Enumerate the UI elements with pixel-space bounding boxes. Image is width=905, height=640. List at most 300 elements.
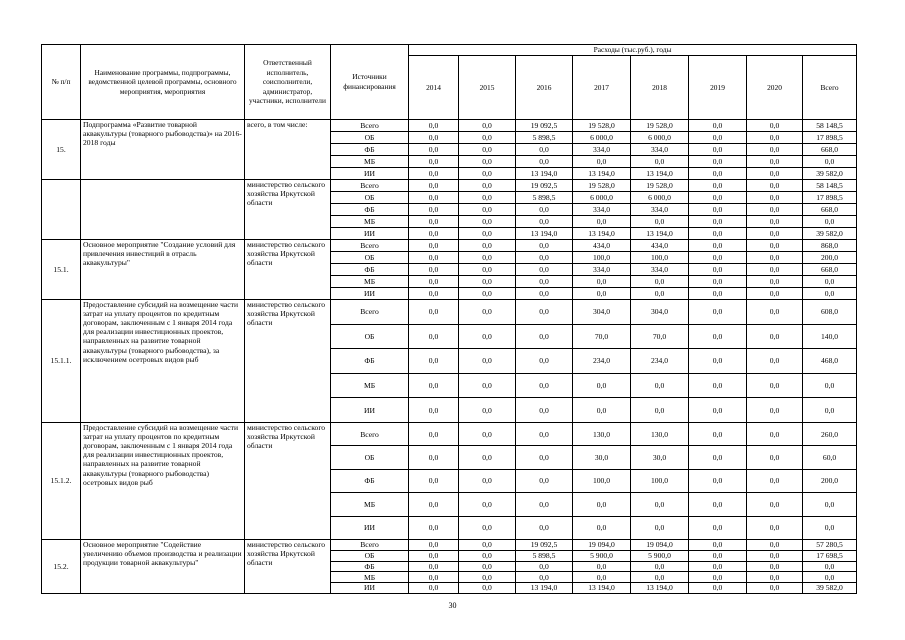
header-year: 2014 — [409, 56, 459, 120]
year-value: 0,0 — [573, 493, 631, 516]
funding-source: ФБ — [331, 469, 409, 492]
year-value: 0,0 — [459, 120, 516, 132]
table-row — [42, 180, 857, 192]
year-value: 304,0 — [631, 300, 689, 325]
year-value: 0,0 — [409, 192, 459, 204]
year-value: 0,0 — [409, 373, 459, 398]
expenses-table — [41, 44, 857, 594]
year-value: 19 092,5 — [516, 180, 573, 192]
year-value: 0,0 — [459, 561, 516, 572]
row-name: Основное мероприятие "Создание условий для привлечения инвестиций в отрасль аквакультуры" — [81, 240, 245, 300]
year-value: 0,0 — [459, 156, 516, 168]
row-index: 15.1. — [42, 240, 81, 300]
header-year: 2017 — [573, 56, 631, 120]
year-value: 0,0 — [689, 192, 747, 204]
year-value: 0,0 — [516, 300, 573, 325]
year-value: 0,0 — [459, 469, 516, 492]
year-value: 0,0 — [459, 572, 516, 583]
year-value: 0,0 — [747, 204, 803, 216]
year-value: 13 194,0 — [631, 168, 689, 180]
total-value: 39 582,0 — [803, 168, 857, 180]
total-value: 868,0 — [803, 240, 857, 252]
year-value: 0,0 — [689, 180, 747, 192]
total-value: 668,0 — [803, 264, 857, 276]
year-value: 0,0 — [747, 572, 803, 583]
year-value: 0,0 — [409, 446, 459, 469]
total-value: 0,0 — [803, 398, 857, 423]
year-value: 0,0 — [409, 349, 459, 374]
year-value: 0,0 — [747, 192, 803, 204]
year-value: 0,0 — [631, 561, 689, 572]
year-value: 0,0 — [689, 539, 747, 550]
year-value: 0,0 — [409, 120, 459, 132]
page-number: 30 — [448, 601, 457, 610]
total-value: 0,0 — [803, 276, 857, 288]
year-value: 0,0 — [631, 572, 689, 583]
year-value: 0,0 — [409, 168, 459, 180]
year-value: 0,0 — [459, 228, 516, 240]
total-value: 17 898,5 — [803, 132, 857, 144]
header-total: Всего — [803, 56, 857, 120]
total-value: 39 582,0 — [803, 228, 857, 240]
year-value: 0,0 — [459, 252, 516, 264]
year-value: 0,0 — [459, 373, 516, 398]
total-value: 468,0 — [803, 349, 857, 374]
year-value: 0,0 — [747, 300, 803, 325]
year-value: 0,0 — [689, 469, 747, 492]
funding-source: ФБ — [331, 349, 409, 374]
year-value: 0,0 — [689, 120, 747, 132]
year-value: 13 194,0 — [573, 583, 631, 594]
header-year: 2019 — [689, 56, 747, 120]
year-value: 0,0 — [516, 252, 573, 264]
year-value: 0,0 — [689, 144, 747, 156]
year-value: 0,0 — [573, 276, 631, 288]
year-value: 0,0 — [409, 240, 459, 252]
year-value: 130,0 — [631, 422, 689, 445]
year-value: 0,0 — [516, 373, 573, 398]
funding-source: Всего — [331, 240, 409, 252]
year-value: 0,0 — [516, 493, 573, 516]
year-value: 0,0 — [459, 516, 516, 539]
year-value: 0,0 — [747, 120, 803, 132]
year-value: 0,0 — [409, 422, 459, 445]
year-value: 13 194,0 — [631, 583, 689, 594]
year-value: 0,0 — [516, 216, 573, 228]
table-row — [42, 240, 857, 252]
year-value: 70,0 — [573, 324, 631, 349]
year-value: 30,0 — [573, 446, 631, 469]
year-value: 0,0 — [631, 493, 689, 516]
year-value: 0,0 — [747, 422, 803, 445]
row-responsible: министерство сельского хозяйства Иркутской области — [245, 300, 331, 423]
year-value: 0,0 — [689, 583, 747, 594]
year-value: 0,0 — [689, 288, 747, 300]
year-value: 334,0 — [631, 144, 689, 156]
year-value: 0,0 — [516, 516, 573, 539]
year-value: 0,0 — [573, 572, 631, 583]
year-value: 0,0 — [631, 398, 689, 423]
year-value: 0,0 — [516, 446, 573, 469]
year-value: 0,0 — [409, 550, 459, 561]
funding-source: МБ — [331, 216, 409, 228]
year-value: 0,0 — [409, 276, 459, 288]
total-value: 0,0 — [803, 561, 857, 572]
year-value: 5 898,5 — [516, 550, 573, 561]
year-value: 0,0 — [631, 516, 689, 539]
header-num: № п/п — [42, 45, 81, 120]
year-value: 13 194,0 — [631, 228, 689, 240]
funding-source: ИИ — [331, 168, 409, 180]
year-value: 0,0 — [516, 288, 573, 300]
year-value: 0,0 — [459, 300, 516, 325]
year-value: 0,0 — [516, 204, 573, 216]
total-value: 17 898,5 — [803, 192, 857, 204]
year-value: 5 900,0 — [631, 550, 689, 561]
year-value: 0,0 — [747, 561, 803, 572]
funding-source: ОБ — [331, 192, 409, 204]
row-responsible: всего, в том числе: — [245, 120, 331, 180]
year-value: 0,0 — [747, 469, 803, 492]
year-value: 0,0 — [631, 288, 689, 300]
header-year: 2016 — [516, 56, 573, 120]
year-value: 0,0 — [409, 539, 459, 550]
row-responsible: министерство сельского хозяйства Иркутской области — [245, 180, 331, 240]
row-responsible: министерство сельского хозяйства Иркутской области — [245, 539, 331, 593]
year-value: 0,0 — [516, 324, 573, 349]
funding-source: ИИ — [331, 583, 409, 594]
year-value: 0,0 — [689, 216, 747, 228]
year-value: 0,0 — [689, 324, 747, 349]
funding-source: МБ — [331, 373, 409, 398]
year-value: 0,0 — [409, 583, 459, 594]
total-value: 0,0 — [803, 516, 857, 539]
header-responsible: Ответственный исполнитель, соисполнители, администратор, участники, исполнители — [245, 45, 331, 120]
total-value: 57 280,5 — [803, 539, 857, 550]
year-value: 0,0 — [747, 583, 803, 594]
year-value: 0,0 — [459, 422, 516, 445]
year-value: 0,0 — [573, 216, 631, 228]
year-value: 0,0 — [409, 493, 459, 516]
funding-source: Всего — [331, 120, 409, 132]
total-value: 200,0 — [803, 252, 857, 264]
total-value: 140,0 — [803, 324, 857, 349]
row-index: 15.2. — [42, 539, 81, 593]
row-name: Предоставление субсидий на возмещение части затрат на уплату процентов по кредитным договорам, заключенным с 1 января 2014 года для реализации инвестиционных проектов, направленных на развитие товарной аквакультуры (товарного рыбоводства), за исключением осетровых видов рыб — [81, 300, 245, 423]
year-value: 19 528,0 — [631, 180, 689, 192]
year-value: 0,0 — [689, 252, 747, 264]
row-responsible: министерство сельского хозяйства Иркутской области — [245, 422, 331, 539]
year-value: 0,0 — [747, 493, 803, 516]
year-value: 434,0 — [573, 240, 631, 252]
funding-source: Всего — [331, 180, 409, 192]
year-value: 13 194,0 — [516, 228, 573, 240]
funding-source: МБ — [331, 156, 409, 168]
year-value: 0,0 — [573, 561, 631, 572]
row-index: 15. — [42, 120, 81, 180]
table-row — [42, 422, 857, 445]
year-value: 0,0 — [459, 264, 516, 276]
funding-source: Всего — [331, 539, 409, 550]
year-value: 0,0 — [689, 168, 747, 180]
year-value: 0,0 — [409, 398, 459, 423]
year-value: 334,0 — [631, 264, 689, 276]
year-value: 0,0 — [573, 288, 631, 300]
table-row — [42, 300, 857, 325]
year-value: 19 094,0 — [573, 539, 631, 550]
year-value: 0,0 — [459, 349, 516, 374]
funding-source: ИИ — [331, 398, 409, 423]
year-value: 0,0 — [573, 398, 631, 423]
header-year: 2020 — [747, 56, 803, 120]
table-body — [42, 120, 857, 594]
year-value: 0,0 — [409, 144, 459, 156]
total-value: 17 698,5 — [803, 550, 857, 561]
year-value: 0,0 — [747, 398, 803, 423]
year-value: 13 194,0 — [516, 583, 573, 594]
total-value: 0,0 — [803, 493, 857, 516]
total-value: 58 148,5 — [803, 180, 857, 192]
funding-source: ФБ — [331, 561, 409, 572]
year-value: 0,0 — [459, 132, 516, 144]
year-value: 0,0 — [459, 583, 516, 594]
header-expenses: Расходы (тыс.руб.), годы — [409, 45, 857, 56]
year-value: 304,0 — [573, 300, 631, 325]
funding-source: ОБ — [331, 324, 409, 349]
year-value: 334,0 — [573, 204, 631, 216]
year-value: 0,0 — [689, 264, 747, 276]
header-year: 2015 — [459, 56, 516, 120]
year-value: 19 092,5 — [516, 539, 573, 550]
year-value: 0,0 — [409, 252, 459, 264]
year-value: 5 898,5 — [516, 192, 573, 204]
year-value: 100,0 — [573, 252, 631, 264]
funding-source: ОБ — [331, 252, 409, 264]
year-value: 0,0 — [747, 539, 803, 550]
total-value: 260,0 — [803, 422, 857, 445]
row-index: 15.1.1. — [42, 300, 81, 423]
year-value: 0,0 — [573, 156, 631, 168]
table-row — [42, 539, 857, 550]
year-value: 0,0 — [459, 240, 516, 252]
year-value: 0,0 — [409, 156, 459, 168]
year-value: 0,0 — [689, 422, 747, 445]
year-value: 0,0 — [409, 561, 459, 572]
total-value: 0,0 — [803, 156, 857, 168]
year-value: 0,0 — [516, 572, 573, 583]
total-value: 668,0 — [803, 204, 857, 216]
total-value: 668,0 — [803, 144, 857, 156]
year-value: 0,0 — [459, 204, 516, 216]
year-value: 0,0 — [747, 516, 803, 539]
year-value: 0,0 — [747, 156, 803, 168]
year-value: 0,0 — [747, 144, 803, 156]
year-value: 30,0 — [631, 446, 689, 469]
year-value: 0,0 — [516, 398, 573, 423]
year-value: 434,0 — [631, 240, 689, 252]
year-value: 0,0 — [409, 469, 459, 492]
year-value: 234,0 — [631, 349, 689, 374]
year-value: 5 898,5 — [516, 132, 573, 144]
funding-source: ФБ — [331, 144, 409, 156]
year-value: 0,0 — [747, 264, 803, 276]
year-value: 130,0 — [573, 422, 631, 445]
funding-source: ИИ — [331, 228, 409, 240]
year-value: 6 000,0 — [573, 132, 631, 144]
year-value: 0,0 — [689, 156, 747, 168]
year-value: 19 094,0 — [631, 539, 689, 550]
year-value: 0,0 — [747, 168, 803, 180]
year-value: 0,0 — [409, 288, 459, 300]
year-value: 0,0 — [516, 144, 573, 156]
year-value: 0,0 — [747, 446, 803, 469]
year-value: 0,0 — [409, 204, 459, 216]
year-value: 334,0 — [573, 144, 631, 156]
year-value: 0,0 — [409, 572, 459, 583]
year-value: 0,0 — [747, 373, 803, 398]
year-value: 0,0 — [689, 204, 747, 216]
year-value: 100,0 — [631, 469, 689, 492]
year-value: 5 900,0 — [573, 550, 631, 561]
funding-source: Всего — [331, 300, 409, 325]
year-value: 0,0 — [516, 240, 573, 252]
year-value: 334,0 — [631, 204, 689, 216]
year-value: 0,0 — [747, 288, 803, 300]
year-value: 0,0 — [747, 240, 803, 252]
year-value: 0,0 — [409, 216, 459, 228]
year-value: 0,0 — [409, 132, 459, 144]
year-value: 0,0 — [689, 240, 747, 252]
year-value: 0,0 — [747, 132, 803, 144]
year-value: 0,0 — [747, 228, 803, 240]
year-value: 0,0 — [689, 228, 747, 240]
total-value: 0,0 — [803, 572, 857, 583]
year-value: 0,0 — [459, 550, 516, 561]
year-value: 0,0 — [409, 228, 459, 240]
year-value: 0,0 — [689, 516, 747, 539]
year-value: 0,0 — [689, 300, 747, 325]
header-name: Наименование программы, подпрограммы, ведомственной целевой программы, основного мероприятия, мероприятия — [81, 45, 245, 120]
year-value: 0,0 — [459, 180, 516, 192]
year-value: 0,0 — [516, 264, 573, 276]
year-value: 0,0 — [516, 349, 573, 374]
year-value: 234,0 — [573, 349, 631, 374]
year-value: 0,0 — [689, 373, 747, 398]
year-value: 0,0 — [409, 180, 459, 192]
year-value: 0,0 — [409, 324, 459, 349]
total-value: 0,0 — [803, 373, 857, 398]
year-value: 0,0 — [689, 349, 747, 374]
year-value: 0,0 — [747, 276, 803, 288]
year-value: 70,0 — [631, 324, 689, 349]
funding-source: ИИ — [331, 516, 409, 539]
funding-source: МБ — [331, 276, 409, 288]
year-value: 19 528,0 — [573, 120, 631, 132]
year-value: 0,0 — [516, 276, 573, 288]
funding-source: Всего — [331, 422, 409, 445]
year-value: 0,0 — [689, 446, 747, 469]
year-value: 0,0 — [689, 550, 747, 561]
year-value: 19 528,0 — [573, 180, 631, 192]
year-value: 0,0 — [516, 422, 573, 445]
year-value: 0,0 — [459, 288, 516, 300]
row-name — [81, 180, 245, 240]
year-value: 0,0 — [459, 446, 516, 469]
year-value: 0,0 — [747, 180, 803, 192]
year-value: 0,0 — [409, 300, 459, 325]
funding-source: ОБ — [331, 550, 409, 561]
year-value: 0,0 — [747, 349, 803, 374]
year-value: 0,0 — [409, 516, 459, 539]
year-value: 0,0 — [516, 561, 573, 572]
year-value: 0,0 — [689, 572, 747, 583]
year-value: 100,0 — [631, 252, 689, 264]
funding-source: ИИ — [331, 288, 409, 300]
year-value: 13 194,0 — [516, 168, 573, 180]
year-value: 334,0 — [573, 264, 631, 276]
total-value: 60,0 — [803, 446, 857, 469]
year-value: 0,0 — [631, 373, 689, 398]
table-row — [42, 120, 857, 132]
total-value: 58 148,5 — [803, 120, 857, 132]
year-value: 0,0 — [689, 398, 747, 423]
year-value: 0,0 — [689, 493, 747, 516]
year-value: 13 194,0 — [573, 168, 631, 180]
year-value: 0,0 — [459, 539, 516, 550]
year-value: 0,0 — [459, 168, 516, 180]
year-value: 0,0 — [747, 550, 803, 561]
year-value: 0,0 — [631, 216, 689, 228]
year-value: 0,0 — [459, 144, 516, 156]
year-value: 0,0 — [459, 192, 516, 204]
header-year: 2018 — [631, 56, 689, 120]
year-value: 0,0 — [573, 516, 631, 539]
year-value: 0,0 — [689, 276, 747, 288]
year-value: 6 000,0 — [631, 132, 689, 144]
year-value: 0,0 — [747, 252, 803, 264]
year-value: 0,0 — [459, 493, 516, 516]
year-value: 0,0 — [689, 561, 747, 572]
total-value: 0,0 — [803, 216, 857, 228]
year-value: 100,0 — [573, 469, 631, 492]
row-responsible: министерство сельского хозяйства Иркутской области — [245, 240, 331, 300]
year-value: 0,0 — [631, 276, 689, 288]
year-value: 0,0 — [747, 324, 803, 349]
row-index: 15.1.2. — [42, 422, 81, 539]
year-value: 0,0 — [689, 132, 747, 144]
row-index — [42, 180, 81, 240]
year-value: 0,0 — [516, 156, 573, 168]
year-value: 0,0 — [747, 216, 803, 228]
year-value: 6 000,0 — [631, 192, 689, 204]
year-value: 0,0 — [459, 276, 516, 288]
row-name: Предоставление субсидий на возмещение части затрат на уплату процентов по кредитным договорам, заключенным с 1 января 2014 года для реализации инвестиционных проектов, направленных на развитие товарной аквакультуры (товарного рыбоводства) осетровых видов рыб — [81, 422, 245, 539]
year-value: 6 000,0 — [573, 192, 631, 204]
row-name: Основное мероприятие "Содействие увеличению объемов производства и реализации продукции товарной аквакультуры" — [81, 539, 245, 593]
year-value: 0,0 — [516, 469, 573, 492]
funding-source: ФБ — [331, 204, 409, 216]
year-value: 0,0 — [409, 264, 459, 276]
funding-source: МБ — [331, 493, 409, 516]
funding-source: МБ — [331, 572, 409, 583]
year-value: 0,0 — [459, 398, 516, 423]
year-value: 0,0 — [631, 156, 689, 168]
year-value: 13 194,0 — [573, 228, 631, 240]
total-value: 39 582,0 — [803, 583, 857, 594]
funding-source: ОБ — [331, 132, 409, 144]
header-sources: Источники финансирования — [331, 45, 409, 120]
row-name: Подпрограмма «Развитие товарной аквакультуры (товарного рыбоводства)» на 2016-2018 годы — [81, 120, 245, 180]
